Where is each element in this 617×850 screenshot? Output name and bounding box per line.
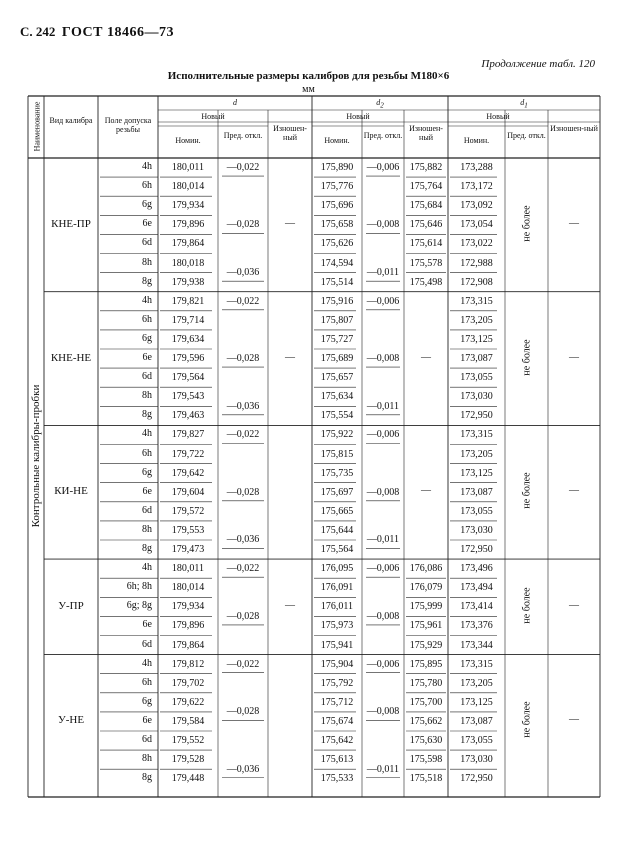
tolerance-field: 8g xyxy=(142,275,152,287)
tolerance-field: 6d xyxy=(142,638,152,650)
d1-nominal: 173,087 xyxy=(460,715,493,727)
d2-nominal: 175,904 xyxy=(320,658,354,670)
d-deviation: —0,036 xyxy=(226,763,260,775)
d2-nominal: 175,533 xyxy=(320,773,354,785)
d-nominal: 179,622 xyxy=(171,696,205,708)
d2-nominal: 175,792 xyxy=(320,677,354,689)
d2-deviation: —0,008 xyxy=(366,219,400,231)
d-nominal: 179,642 xyxy=(171,467,205,479)
d1-nominal: 173,496 xyxy=(460,563,493,575)
d2-nominal: 175,674 xyxy=(320,715,354,727)
header-d1: $d_1$ xyxy=(520,98,528,110)
d2-worn: — xyxy=(421,351,431,363)
d1-nominal: 172,908 xyxy=(460,276,493,288)
tolerance-field: 6g xyxy=(142,199,152,211)
d-deviation: —0,022 xyxy=(226,162,260,173)
d-nominal: 179,934 xyxy=(171,200,205,212)
tolerance-field: 8g xyxy=(142,409,152,421)
d-nominal: 179,938 xyxy=(171,276,205,288)
d-deviation: —0,028 xyxy=(226,610,260,622)
d-nominal: 179,896 xyxy=(171,219,205,231)
d1-nominal: 172,950 xyxy=(460,544,493,555)
d2-nominal: 175,634 xyxy=(320,391,354,403)
d1-nominal: 172,950 xyxy=(460,410,493,422)
tolerance-field: 4h xyxy=(142,161,152,172)
d2-nominal: 175,696 xyxy=(320,200,354,212)
d1-nominal: 173,205 xyxy=(460,677,493,689)
d2-nominal: 175,727 xyxy=(320,333,354,345)
gauge-kind-2: КИ-НЕ xyxy=(54,485,88,498)
d2-worn: 175,764 xyxy=(409,181,443,193)
header-pred-d2: Пред. откл. xyxy=(363,131,403,140)
d2-worn: 176,079 xyxy=(409,582,443,594)
header-izn-d: Изношен-ный xyxy=(273,124,307,142)
d2-nominal: 175,564 xyxy=(320,544,354,555)
header-nomin-d: Номин. xyxy=(175,136,201,145)
d1-deviation-ne-bolee: не более xyxy=(521,701,532,738)
header-pred-d1: Пред. откл. xyxy=(507,131,546,140)
gauge-kind-1: КНЕ-НЕ xyxy=(50,351,92,364)
d2-worn: 175,578 xyxy=(409,257,443,269)
d-worn: — xyxy=(285,217,295,229)
d1-nominal: 173,022 xyxy=(460,238,493,250)
tolerance-field: 6e xyxy=(142,619,152,631)
tolerance-field: 4h xyxy=(142,562,152,574)
d2-worn: 175,780 xyxy=(409,677,443,689)
d-deviation: —0,022 xyxy=(226,295,260,307)
d2-deviation: —0,011 xyxy=(366,400,400,412)
tolerance-field: 4h xyxy=(142,657,152,669)
d-nominal: 180,014 xyxy=(171,181,205,193)
d2-worn: 175,646 xyxy=(409,219,443,231)
d2-nominal: 175,689 xyxy=(320,353,354,364)
d1-nominal: 173,315 xyxy=(460,295,493,307)
tolerance-field: 8h xyxy=(142,256,152,268)
d-nominal: 180,011 xyxy=(171,162,205,173)
d2-nominal: 175,735 xyxy=(320,467,354,479)
d1-nominal: 173,030 xyxy=(460,524,493,536)
d-nominal: 179,812 xyxy=(171,658,205,670)
header-naimenovanie: Наименование xyxy=(32,101,42,152)
tolerance-field: 6e xyxy=(142,352,152,363)
tolerance-field: 6g; 8g xyxy=(126,600,152,612)
d2-worn: 175,999 xyxy=(409,601,443,613)
d-nominal: 179,564 xyxy=(171,372,205,384)
d-worn: — xyxy=(285,599,295,611)
d-nominal: 179,722 xyxy=(171,448,205,460)
d-nominal: 179,553 xyxy=(171,524,205,536)
d-deviation: —0,028 xyxy=(226,706,260,718)
d1-deviation-ne-bolee: не более xyxy=(521,472,532,509)
header-new-d: Новый xyxy=(201,112,225,121)
table-title: Исполнительные размеры калибров для резьбы М180×6 xyxy=(167,70,450,82)
d2-nominal: 175,658 xyxy=(320,219,354,231)
d-nominal: 179,528 xyxy=(171,754,205,766)
d1-worn: — xyxy=(569,351,579,363)
d2-deviation: —0,008 xyxy=(366,353,400,364)
d2-nominal: 175,514 xyxy=(320,276,354,288)
tolerance-field: 4h xyxy=(142,294,152,306)
d2-deviation: —0,006 xyxy=(366,563,400,575)
d1-deviation-ne-bolee: не более xyxy=(521,587,532,624)
tolerance-field: 4h xyxy=(142,428,152,440)
d1-nominal: 173,055 xyxy=(460,372,493,384)
d2-nominal: 174,594 xyxy=(320,257,354,269)
d2-worn: 175,498 xyxy=(409,276,443,288)
tolerance-field: 8g xyxy=(142,772,152,784)
d2-worn: 175,662 xyxy=(409,715,443,727)
d2-worn: 175,961 xyxy=(409,620,443,632)
d1-nominal: 173,288 xyxy=(460,162,493,173)
d2-worn: 175,630 xyxy=(409,735,443,746)
d1-nominal: 172,950 xyxy=(460,773,493,785)
d2-nominal: 175,665 xyxy=(320,505,354,517)
tolerance-field: 6h xyxy=(142,180,152,192)
tolerance-field: 6d xyxy=(142,371,152,383)
d1-nominal: 173,376 xyxy=(460,620,493,632)
d-nominal: 179,934 xyxy=(171,601,205,613)
d1-nominal: 173,205 xyxy=(460,314,493,326)
d1-nominal: 173,125 xyxy=(460,333,493,345)
d2-deviation: —0,011 xyxy=(366,534,400,546)
tolerance-field: 8h xyxy=(142,753,152,765)
d2-nominal: 175,642 xyxy=(320,735,354,746)
d-nominal: 179,864 xyxy=(171,639,205,651)
header-izn-d2: Изношен-ный xyxy=(409,124,443,142)
d-nominal: 179,827 xyxy=(171,429,205,441)
d-nominal: 179,896 xyxy=(171,620,205,632)
d1-nominal: 172,988 xyxy=(460,257,493,269)
d1-nominal: 173,087 xyxy=(460,353,493,364)
d2-nominal: 175,644 xyxy=(320,524,354,536)
d1-worn: — xyxy=(569,599,579,611)
d-deviation: —0,022 xyxy=(226,563,260,575)
d-worn: — xyxy=(285,351,295,363)
header-nomin-d2: Номин. xyxy=(324,136,350,145)
d2-worn: 175,614 xyxy=(409,238,443,250)
d2-worn: 175,598 xyxy=(409,754,443,766)
d-nominal: 179,634 xyxy=(171,333,205,345)
d-nominal: 179,702 xyxy=(171,677,205,689)
d1-nominal: 173,030 xyxy=(460,754,493,766)
d-deviation: —0,036 xyxy=(226,400,260,412)
d1-nominal: 173,055 xyxy=(460,505,493,517)
side-label: Контрольные калибры-пробки xyxy=(30,384,42,528)
header-new-d2: Новый xyxy=(346,112,370,121)
d2-nominal: 175,815 xyxy=(320,448,354,460)
d2-deviation: —0,011 xyxy=(366,763,400,775)
d2-nominal: 176,011 xyxy=(320,601,354,613)
tolerance-field: 6h xyxy=(142,676,152,688)
d2-nominal: 175,554 xyxy=(320,410,354,422)
header-d2: $d_2$ xyxy=(376,98,384,110)
d-nominal: 179,552 xyxy=(171,735,205,746)
d2-nominal: 175,613 xyxy=(320,754,354,766)
d2-deviation: —0,006 xyxy=(366,658,400,670)
d1-nominal: 173,344 xyxy=(460,639,493,651)
gauge-kind-4: У-НЕ xyxy=(57,714,85,727)
header-nomin-d1: Номин. xyxy=(463,136,490,145)
tolerance-field: 8h xyxy=(142,523,152,535)
d1-nominal: 173,087 xyxy=(460,486,493,498)
d2-nominal: 175,626 xyxy=(320,238,354,250)
tolerance-field: 6d xyxy=(142,237,152,249)
d-nominal: 179,463 xyxy=(171,410,205,422)
d2-worn: 176,086 xyxy=(409,563,443,575)
header-izn-d1: Изношен-ный xyxy=(550,124,598,133)
d2-deviation: —0,006 xyxy=(366,162,400,173)
d2-deviation: —0,008 xyxy=(366,610,400,622)
d-nominal: 179,596 xyxy=(171,353,205,364)
tolerance-field: 6d xyxy=(142,504,152,516)
tolerance-field: 6h xyxy=(142,447,152,459)
tolerance-field: 6g xyxy=(142,695,152,707)
tolerance-field: 6h xyxy=(142,313,152,325)
d2-deviation: —0,006 xyxy=(366,295,400,307)
d-nominal: 179,572 xyxy=(171,505,205,517)
header-kind: Вид калибра xyxy=(49,116,93,125)
d1-nominal: 173,315 xyxy=(460,429,493,441)
d2-worn: 175,882 xyxy=(409,162,443,173)
d1-nominal: 173,055 xyxy=(460,735,493,746)
d-deviation: —0,022 xyxy=(226,429,260,441)
d2-worn: 175,518 xyxy=(409,773,443,785)
d-nominal: 179,864 xyxy=(171,238,205,250)
d2-nominal: 175,941 xyxy=(320,639,354,651)
d-nominal: 179,448 xyxy=(171,773,205,785)
d-deviation: —0,022 xyxy=(226,658,260,670)
d2-nominal: 175,916 xyxy=(320,295,354,307)
d1-worn: — xyxy=(569,217,579,229)
d2-worn: 175,684 xyxy=(409,200,443,212)
d1-nominal: 173,494 xyxy=(460,582,493,594)
tolerance-field: 6e xyxy=(142,485,152,497)
header-pred-d: Пред. откл. xyxy=(223,131,263,140)
header-d: d xyxy=(233,98,237,107)
d-nominal: 180,014 xyxy=(171,582,205,594)
gauge-kind-0: КНЕ-ПР xyxy=(51,217,91,230)
d-nominal: 180,018 xyxy=(171,257,205,269)
d2-deviation: —0,008 xyxy=(366,706,400,718)
d2-deviation: —0,008 xyxy=(366,486,400,498)
d-deviation: —0,036 xyxy=(226,534,260,546)
d1-deviation-ne-bolee: не более xyxy=(521,338,532,376)
d2-worn: 175,700 xyxy=(409,696,443,708)
d2-deviation: —0,011 xyxy=(366,267,400,279)
tolerance-field: 6g xyxy=(142,332,152,344)
d-nominal: 179,584 xyxy=(171,715,205,727)
tolerance-field: 6h; 8h xyxy=(126,581,152,593)
tolerance-field: 8g xyxy=(142,543,152,554)
d-nominal: 179,473 xyxy=(171,544,205,555)
d2-nominal: 176,095 xyxy=(320,563,354,575)
d-deviation: —0,028 xyxy=(226,219,260,231)
d2-worn: 175,895 xyxy=(409,658,443,670)
d1-nominal: 173,315 xyxy=(460,658,493,670)
d1-nominal: 173,092 xyxy=(460,200,493,212)
d2-nominal: 175,890 xyxy=(320,162,354,173)
d2-deviation: —0,006 xyxy=(366,429,400,441)
d-nominal: 179,714 xyxy=(171,314,205,326)
d-deviation: —0,028 xyxy=(226,486,260,498)
d-nominal: 179,821 xyxy=(171,295,205,307)
d2-nominal: 175,697 xyxy=(320,486,354,498)
d2-nominal: 175,922 xyxy=(320,429,354,441)
d-deviation: —0,036 xyxy=(226,267,260,279)
d2-nominal: 175,657 xyxy=(320,372,354,384)
d2-nominal: 175,807 xyxy=(320,314,354,326)
d2-worn: — xyxy=(421,485,431,497)
header-new-d1: Новый xyxy=(486,112,510,121)
d2-worn: 175,929 xyxy=(409,639,443,651)
d1-nominal: 173,414 xyxy=(460,601,493,613)
page-number: С. 242 xyxy=(20,24,56,39)
tolerance-field: 6e xyxy=(142,714,152,726)
d1-worn: — xyxy=(569,485,579,497)
tolerance-field: 6g xyxy=(142,466,152,478)
d1-nominal: 173,125 xyxy=(460,696,493,708)
d-nominal: 179,543 xyxy=(171,391,205,403)
d1-nominal: 173,172 xyxy=(460,181,493,193)
d1-deviation-ne-bolee: не более xyxy=(521,205,532,242)
tolerance-field: 8h xyxy=(142,390,152,402)
d-nominal: 180,011 xyxy=(171,563,205,575)
table-continuation: Продолжение табл. 120 xyxy=(481,58,595,70)
d1-nominal: 173,030 xyxy=(460,391,493,403)
tolerance-field: 6e xyxy=(142,218,152,230)
d-deviation: —0,028 xyxy=(226,353,260,364)
d1-nominal: 173,054 xyxy=(460,219,493,231)
gauge-kind-3: У-ПР xyxy=(58,599,84,612)
table-unit: мм xyxy=(302,84,315,95)
d2-nominal: 175,776 xyxy=(320,181,354,193)
d1-nominal: 173,205 xyxy=(460,448,493,460)
d1-worn: — xyxy=(569,714,579,726)
standard-number: ГОСТ 18466—73 xyxy=(61,25,174,40)
tolerance-field: 6d xyxy=(142,734,152,745)
d-nominal: 179,604 xyxy=(171,486,205,498)
d2-nominal: 175,712 xyxy=(320,696,354,708)
d2-nominal: 176,091 xyxy=(320,582,354,594)
d2-nominal: 175,973 xyxy=(320,620,354,632)
header-tolerance-field: Поле допуска резьбы xyxy=(104,116,152,134)
d1-nominal: 173,125 xyxy=(460,467,493,479)
